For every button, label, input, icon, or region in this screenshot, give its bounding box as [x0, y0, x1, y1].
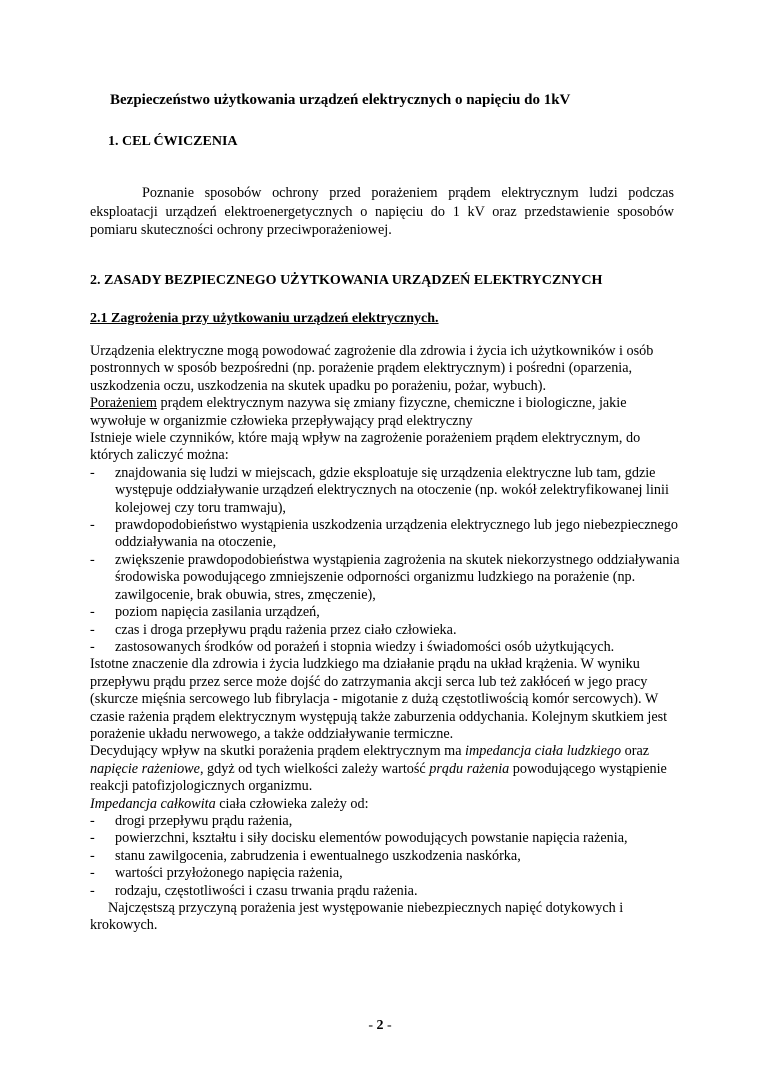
- text-run: Decydujący wpływ na skutki porażenia prądem elektrycznym ma: [90, 743, 466, 760]
- list-item-text: drogi przepływu prądu rażenia,: [115, 812, 293, 829]
- list-item: [90, 604, 680, 621]
- paragraph-factors-intro: Istnieje wiele czynników, które mają wpływ na zagrożenie porażeniem prądem elektrycznym, do których zaliczyć można:: [90, 430, 641, 464]
- bullet-dash: -: [90, 464, 95, 481]
- bullet-dash: -: [90, 812, 95, 829]
- list-item: [90, 517, 680, 552]
- impedance-factors-list: [90, 813, 680, 900]
- paragraph-conclusion: Najczęstszą przyczyną porażenia jest występowanie niebezpiecznych napięć dotykowych i krokowych.: [90, 900, 624, 934]
- bullet-dash: -: [90, 604, 95, 621]
- paragraph-circulation: Istotne znaczenie dla zdrowia i życia ludzkiego ma działanie prądu na układ krążenia. W wyniku przepływu prądu przez serce może dojść do zatrzymania akcji serca lub też zakłóceń w jego pracy (skurcze mięśnia sercowego lub fibrylacja - migotanie z dużą częstotliwością komór sercowych). W czasie rażenia prądem elektrycznym występują także zaburzenia oddychania. Kolejnym skutkiem jest porażenie układu nerwowego, a także oddziaływanie termiczne.: [90, 656, 668, 742]
- list-item: [90, 830, 680, 847]
- page-number: [0, 1018, 760, 1034]
- section-1-paragraph: Poznanie sposobów ochrony przed porażeniem prądem elektrycznym ludzi podczas eksploatacji urządzeń elektroenergetycznych o napięciu do 1 kV oraz przedstawienie sposobów pomiaru skuteczności ochrony przeciwporażeniowej.: [90, 185, 674, 238]
- text-run: ciała człowieka zależy od:: [215, 795, 369, 812]
- italic-term: napięcie rażeniowe: [90, 760, 200, 777]
- factors-list: [90, 465, 680, 656]
- italic-term: prądu rażenia: [429, 760, 510, 777]
- text-run: oraz: [621, 743, 650, 760]
- section-2-heading: 2. ZASADY BEZPIECZNEGO UŻYTKOWANIA URZĄDZEŃ ELEKTRYCZNYCH: [90, 273, 603, 288]
- paragraph-total-impedance: [90, 796, 680, 813]
- list-item: [90, 639, 680, 656]
- list-item-text: prawdopodobieństwo wystąpienia uszkodzenia urządzenia elektrycznego lub jego niebezpiecznego oddziaływania na otoczenie,: [115, 517, 678, 551]
- text-run: powodującego wystąpienie reakcji patofizjologicznych organizmu.: [90, 760, 667, 795]
- section-1-heading: 1. CEL ĆWICZENIA: [108, 134, 238, 149]
- bullet-dash: -: [90, 830, 95, 847]
- list-item-text: zastosowanych środków od porażeń i stopnia wiedzy i świadomości osób użytkujących.: [115, 638, 615, 655]
- document-title: Bezpieczeństwo użytkowania urządzeń elektrycznych o napięciu do 1kV: [110, 92, 571, 108]
- list-item: [90, 865, 680, 882]
- list-item: [90, 552, 680, 604]
- page-number-prefix: -: [368, 1018, 377, 1033]
- list-item-text: znajdowania się ludzi w miejscach, gdzie eksploatuje się urządzenia elektryczne lub tam, gdzie występuje oddziaływanie urządzeń elektrycznych na otoczenie (np. wokół zelektryfikowanej linii kolejowej czy toru tramwaju),: [115, 464, 669, 516]
- list-item: [90, 622, 680, 639]
- list-item: [90, 465, 680, 517]
- bullet-dash: -: [90, 551, 95, 568]
- definition-text: prądem elektrycznym nazywa się zmiany fizyczne, chemiczne i biologiczne, jakie wywołuje w organizmie człowieka przepływający prąd elektryczny: [90, 395, 627, 429]
- list-item: [90, 883, 680, 900]
- text-run: , gdyż od tych wielkości zależy wartość: [199, 760, 430, 777]
- italic-term: impedancja ciała ludzkiego: [465, 743, 622, 760]
- list-item-text: wartości przyłożonego napięcia rażenia,: [115, 865, 343, 882]
- list-item: [90, 813, 680, 830]
- bullet-dash: -: [90, 638, 95, 655]
- list-item-text: poziom napięcia zasilania urządzeń,: [115, 604, 320, 621]
- page-number-suffix: -: [383, 1018, 392, 1033]
- list-item-text: czas i droga przepływu prądu rażenia przez ciało człowieka.: [115, 621, 457, 638]
- list-item-text: zwiększenie prawdopodobieństwa wystąpienia zagrożenia na skutek niekorzystnego oddziaływania środowiska powodującego zmniejszenie odporności organizmu ludzkiego na porażenie (np. zawilgocenie, brak obuwia, stres, zmęczenie),: [115, 551, 680, 603]
- bullet-dash: -: [90, 621, 95, 638]
- bullet-dash: -: [90, 882, 95, 899]
- paragraph-impedance: [90, 743, 680, 795]
- paragraph-definition: [90, 395, 680, 430]
- term-porazenie: Porażeniem: [90, 395, 157, 412]
- bullet-dash: -: [90, 847, 95, 864]
- bullet-dash: -: [90, 865, 95, 882]
- list-item: [90, 848, 680, 865]
- section-2-body: [90, 343, 680, 935]
- list-item-text: stanu zawilgocenia, zabrudzenia i ewentualnego uszkodzenia naskórka,: [115, 847, 521, 864]
- italic-term: Impedancja całkowita: [90, 795, 216, 812]
- bullet-dash: -: [90, 517, 95, 534]
- list-item-text: rodzaju, częstotliwości i czasu trwania prądu rażenia.: [115, 882, 418, 899]
- list-item-text: powierzchni, kształtu i siły docisku elementów powodujących powstanie napięcia rażenia,: [115, 830, 628, 847]
- subsection-2-1-heading: 2.1 Zagrożenia przy użytkowaniu urządzeń elektrycznych.: [90, 311, 439, 326]
- paragraph-hazards: Urządzenia elektryczne mogą powodować zagrożenie dla zdrowia i życia ich użytkowników i osób postronnych w sposób bezpośredni (np. porażenie prądem elektrycznym) i pośredni (oparzenia, uszkodzenia oczu, uszkodzenia na skutek upadku po porażeniu, pożar, wybuch).: [90, 343, 654, 394]
- page-number-value: 2: [376, 1018, 384, 1033]
